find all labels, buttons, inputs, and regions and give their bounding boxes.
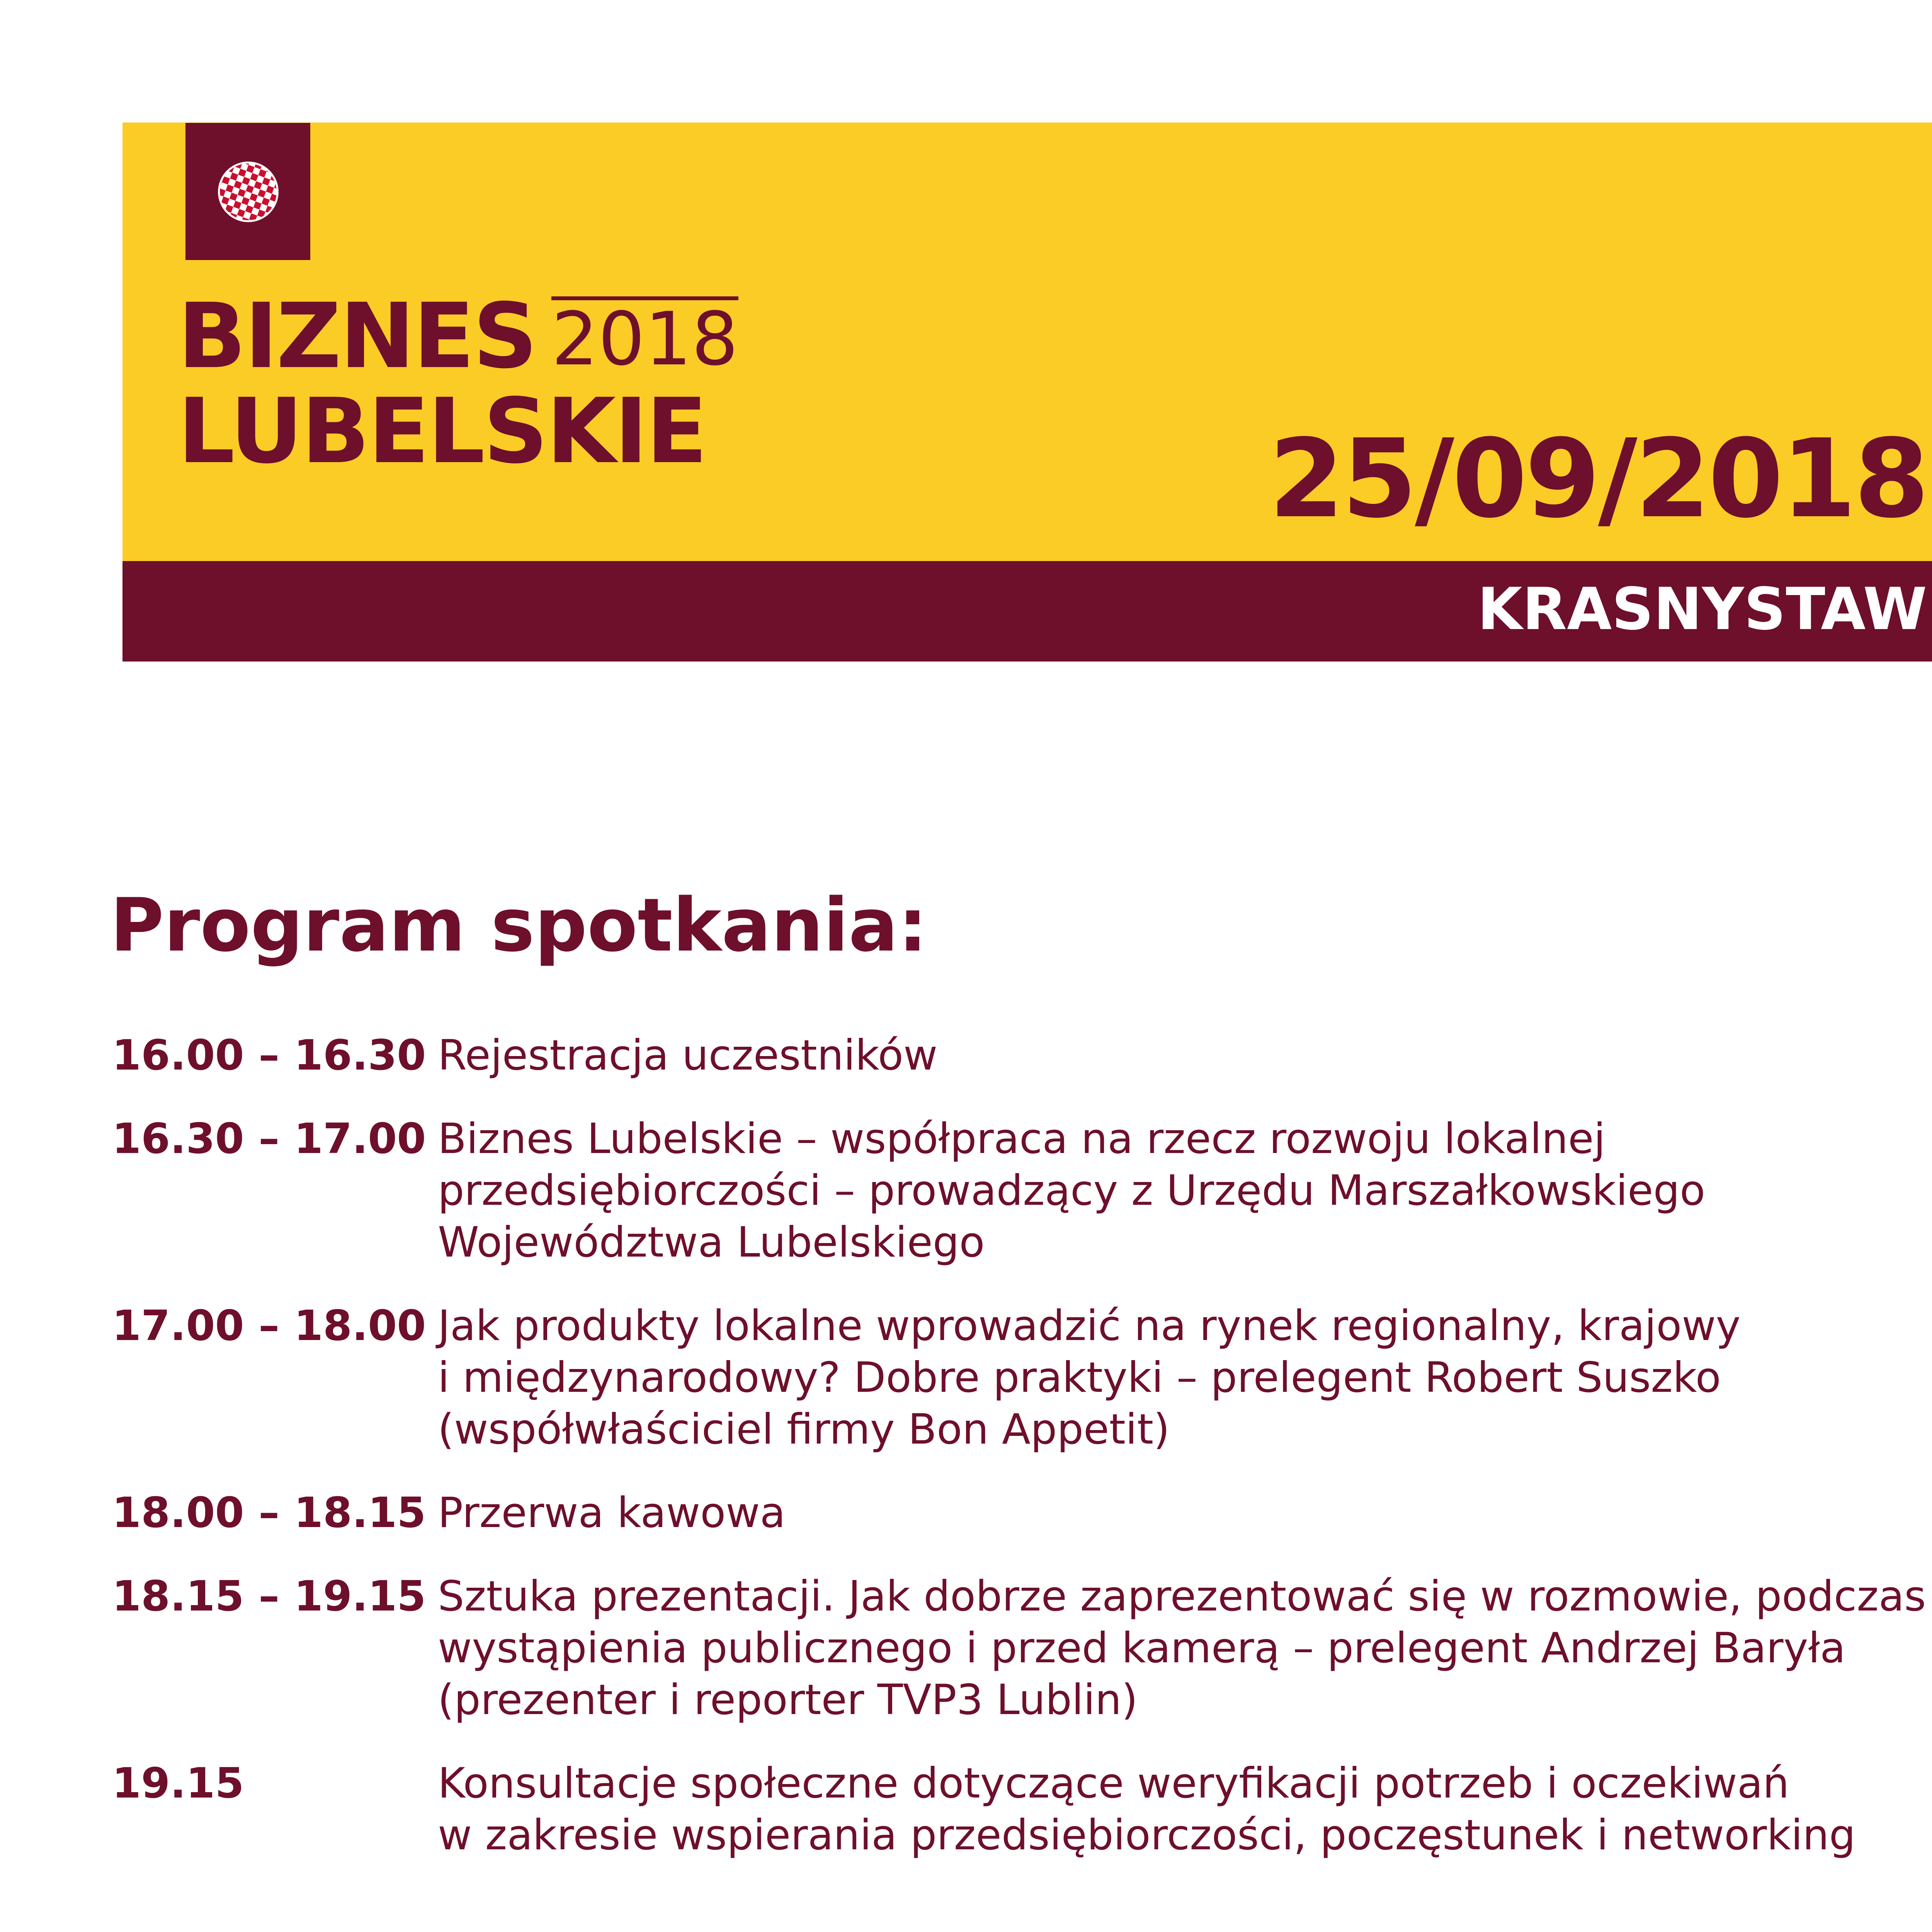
- agenda-time: 16.30 – 17.00: [112, 1115, 426, 1163]
- event-city: KRASNYSTAW: [1477, 576, 1927, 643]
- brand-lubelskie: LUBELSKIE: [178, 379, 706, 483]
- agenda-description: Przerwa kawowa: [438, 1489, 786, 1537]
- agenda-time: 18.00 – 18.15: [112, 1489, 426, 1537]
- agenda-item: [112, 1030, 1932, 1082]
- agenda-description: Rejestracja uczestników: [438, 1031, 938, 1080]
- brand-year: 2018: [551, 296, 738, 382]
- brand-biznes: BIZNES: [178, 284, 536, 388]
- agenda-description: Jak produkty lokalne wprowadzić na rynek regionalny, krajowy i międzynarodowy? Dobre praktyki – prelegent Robert Suszko (współwłaściciel firmy Bon Appetit): [438, 1302, 1741, 1454]
- agenda-description: Biznes Lubelskie – współpraca na rzecz rozwoju lokalnej przedsiębiorczości – prowadzący z Urzędu Marszałkowskiego Województwa Lubelskiego: [438, 1115, 1706, 1267]
- agenda-item: [112, 1300, 1932, 1456]
- checkered-globe-icon: [216, 160, 280, 224]
- event-date: 25/09/2018: [1269, 416, 1927, 542]
- agenda-time: 17.00 – 18.00: [112, 1302, 426, 1350]
- agenda-item: [112, 1487, 1932, 1539]
- brand-title-line1: [178, 286, 738, 386]
- agenda-item: [112, 1113, 1932, 1269]
- agenda-item: [112, 1758, 1932, 1861]
- agenda-item: [112, 1571, 1932, 1726]
- agenda-time: 19.15: [112, 1759, 244, 1808]
- program-title: Program spotkania:: [110, 883, 928, 968]
- agenda-time: 16.00 – 16.30: [112, 1031, 426, 1080]
- brand-logo: [185, 123, 310, 260]
- agenda-description: Konsultacje społeczne dotyczące weryfikacji potrzeb i oczekiwań w zakresie wspierania przedsiębiorczości, poczęstunek i networking: [438, 1759, 1856, 1859]
- agenda-list: [112, 1030, 1932, 1893]
- agenda-time: 18.15 – 19.15: [112, 1572, 426, 1621]
- agenda-description: Sztuka prezentacji. Jak dobrze zaprezentować się w rozmowie, podczas wystąpienia publicznego i przed kamerą – prelegent Andrzej Baryła (prezenter i reporter TVP3 Lublin): [438, 1572, 1926, 1724]
